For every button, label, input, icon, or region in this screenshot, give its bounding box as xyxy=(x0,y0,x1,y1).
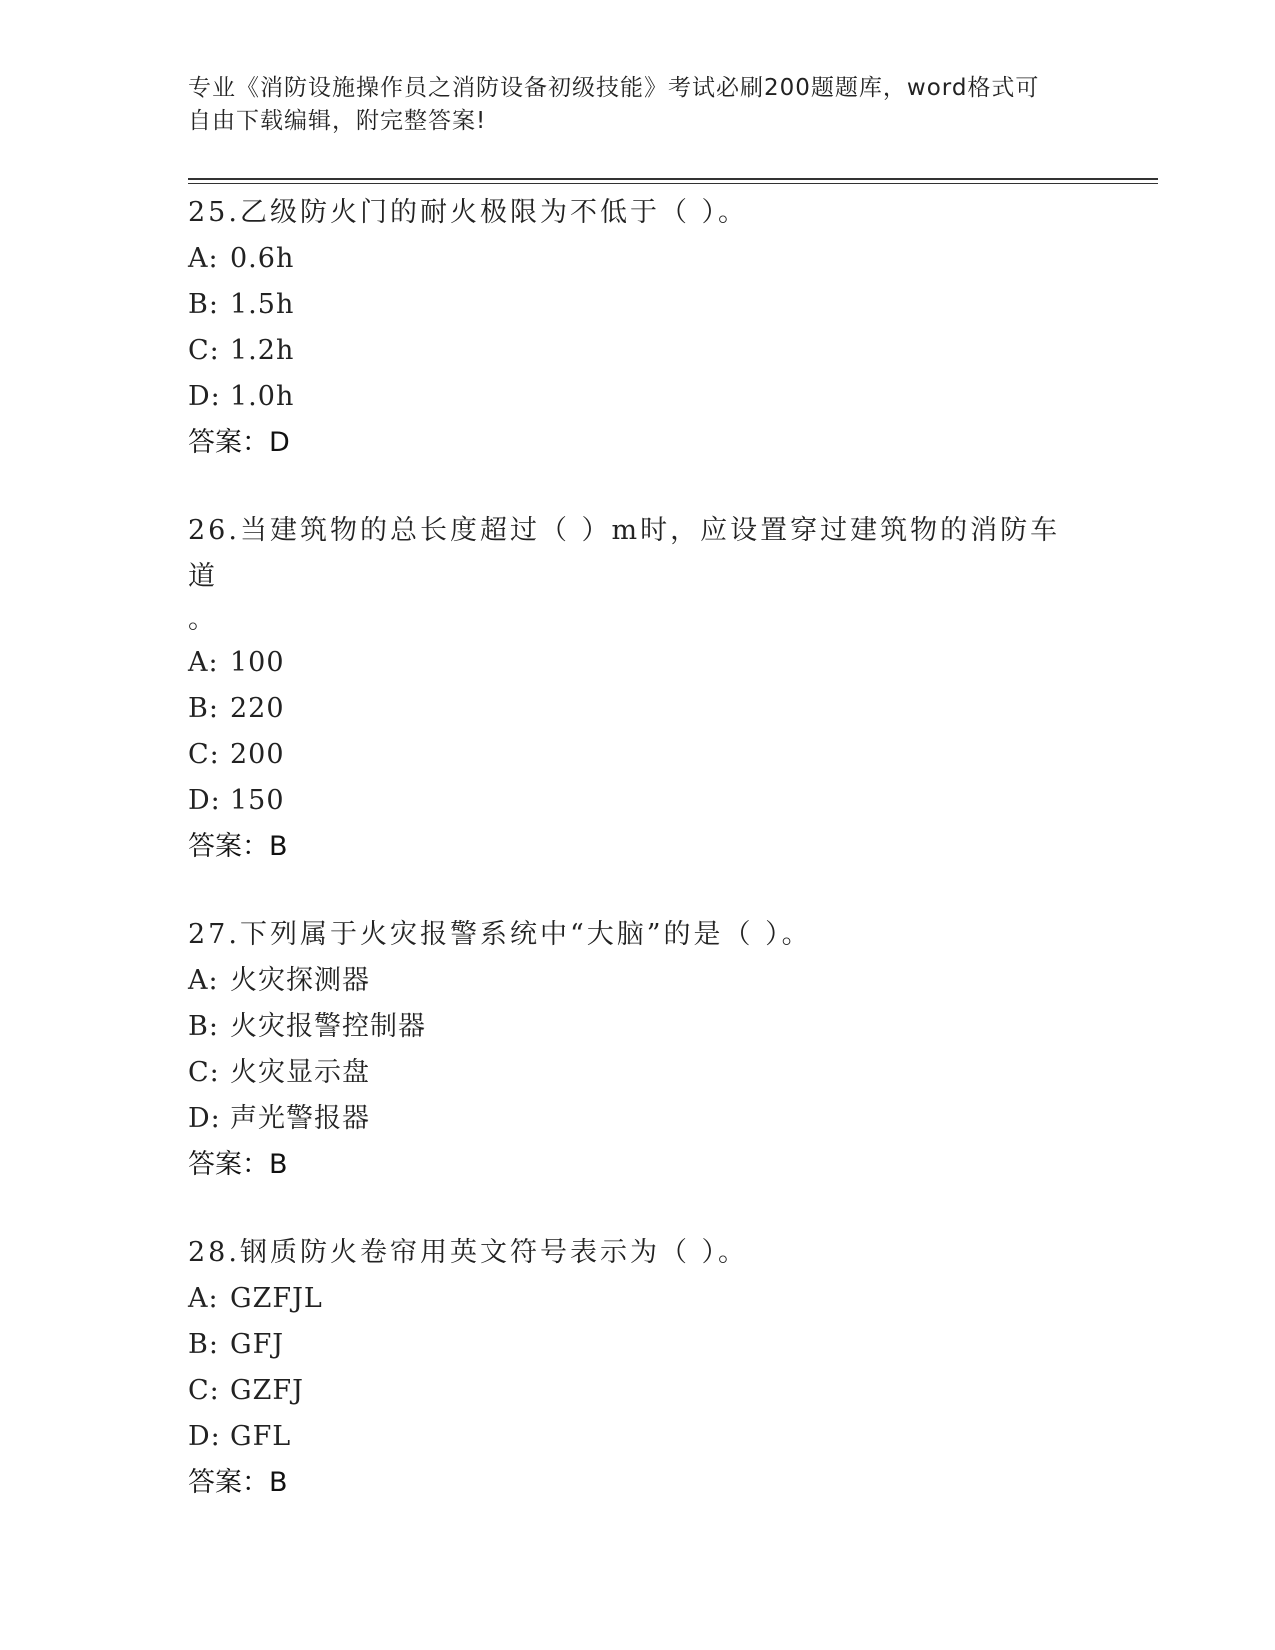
question-28 xyxy=(188,1230,1068,1506)
option-a xyxy=(188,640,1068,686)
question-stem xyxy=(188,1230,1068,1276)
option-key: A: xyxy=(188,1283,219,1314)
option-key: B: xyxy=(188,1011,219,1042)
option-d xyxy=(188,1414,1068,1460)
option-text: GZFJL xyxy=(230,1283,323,1314)
question-26 xyxy=(188,508,1068,870)
option-text: 200 xyxy=(230,739,285,770)
option-text: GZFJ xyxy=(230,1375,304,1406)
question-stem-tail: 。 xyxy=(188,604,218,635)
option-b xyxy=(188,1004,1068,1050)
question-list xyxy=(188,190,1068,1548)
answer-line: 答案：B xyxy=(188,1149,288,1180)
option-b xyxy=(188,686,1068,732)
question-25 xyxy=(188,190,1068,466)
option-text: 1.5h xyxy=(230,289,295,320)
question-stem-text: 26.当建筑物的总长度超过（ ）m时，应设置穿过建筑物的消防车道 xyxy=(188,515,1061,592)
answer-line: 答案：B xyxy=(188,831,288,862)
document-header xyxy=(188,72,1078,138)
option-text: 1.0h xyxy=(230,381,295,412)
option-c xyxy=(188,1368,1068,1414)
question-stem-text: 27.下列属于火灾报警系统中“大脑”的是（ ）。 xyxy=(188,919,812,950)
option-d xyxy=(188,374,1068,420)
question-stem xyxy=(188,912,1068,958)
option-key: D: xyxy=(188,381,221,412)
option-key: D: xyxy=(188,1421,221,1452)
option-a xyxy=(188,958,1068,1004)
header-divider-thin xyxy=(188,183,1158,184)
option-text: 150 xyxy=(230,785,285,816)
option-key: B: xyxy=(188,1329,219,1360)
option-key: C: xyxy=(188,335,220,366)
option-text: 火灾显示盘 xyxy=(230,1057,370,1088)
option-key: A: xyxy=(188,243,219,274)
option-b xyxy=(188,1322,1068,1368)
question-stem-text: 25.乙级防火门的耐火极限为不低于（ ）。 xyxy=(188,197,749,228)
option-key: C: xyxy=(188,1057,220,1088)
option-key: B: xyxy=(188,693,219,724)
option-d xyxy=(188,1096,1068,1142)
option-text: 100 xyxy=(230,647,285,678)
option-key: D: xyxy=(188,1103,221,1134)
question-stem xyxy=(188,508,1068,640)
option-b xyxy=(188,282,1068,328)
option-key: A: xyxy=(188,965,219,996)
option-key: C: xyxy=(188,1375,220,1406)
option-text: 1.2h xyxy=(230,335,295,366)
answer-line: 答案：D xyxy=(188,427,290,458)
option-a xyxy=(188,236,1068,282)
option-text: 220 xyxy=(230,693,285,724)
question-stem xyxy=(188,190,1068,236)
option-c xyxy=(188,328,1068,374)
option-text: 0.6h xyxy=(230,243,295,274)
header-line-1: 专业《消防设施操作员之消防设备初级技能》考试必刷200题题库，word格式可 xyxy=(188,75,1040,101)
question-stem-text: 28.钢质防火卷帘用英文符号表示为（ ）。 xyxy=(188,1237,749,1268)
option-key: C: xyxy=(188,739,220,770)
option-text: 火灾探测器 xyxy=(230,965,370,996)
option-c xyxy=(188,1050,1068,1096)
header-line-2: 自由下载编辑，附完整答案! xyxy=(188,108,487,134)
answer-line: 答案：B xyxy=(188,1467,288,1498)
option-text: GFJ xyxy=(230,1329,285,1360)
option-key: A: xyxy=(188,647,219,678)
option-text: 声光警报器 xyxy=(230,1103,370,1134)
option-key: D: xyxy=(188,785,221,816)
question-27 xyxy=(188,912,1068,1188)
option-a xyxy=(188,1276,1068,1322)
option-text: GFL xyxy=(230,1421,292,1452)
header-divider-thick xyxy=(188,178,1158,180)
option-d xyxy=(188,778,1068,824)
option-c xyxy=(188,732,1068,778)
option-key: B: xyxy=(188,289,219,320)
option-text: 火灾报警控制器 xyxy=(230,1011,426,1042)
